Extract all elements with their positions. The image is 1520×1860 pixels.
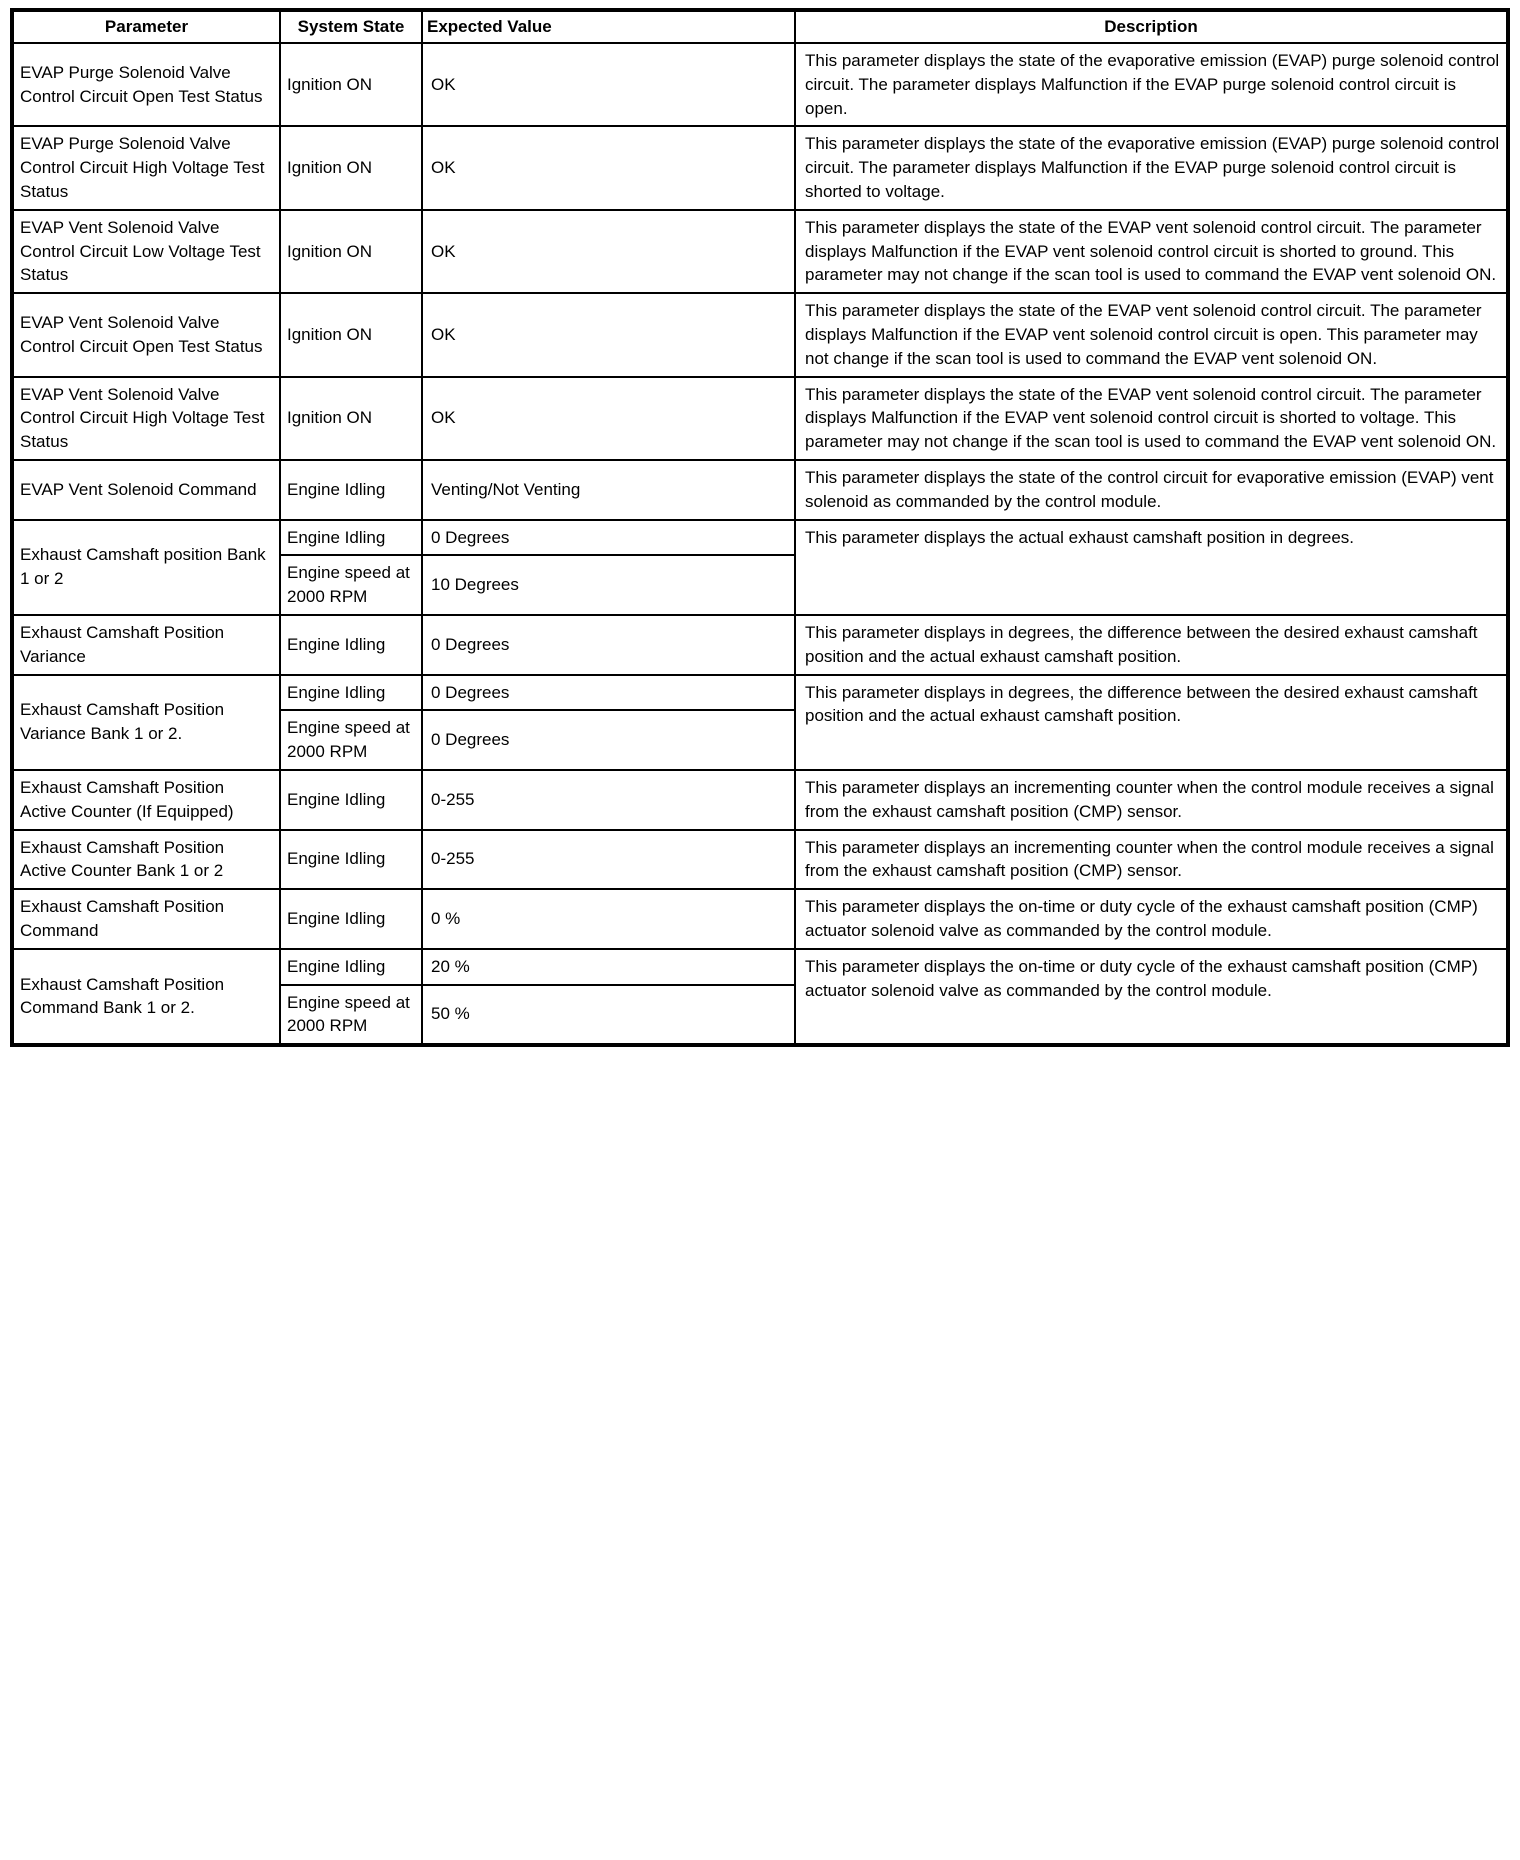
parameter-cell: Exhaust Camshaft Position Variance Bank 1 or 2. [12,675,280,770]
table-row [12,770,1508,830]
expected-value-cell: 50 % [422,985,795,1046]
system-state-cell: Ignition ON [280,293,422,376]
expected-value-cell: OK [422,126,795,209]
table-row [12,293,1508,376]
system-state-cell: Ignition ON [280,126,422,209]
expected-value-cell: OK [422,43,795,126]
expected-value-cell: 0 Degrees [422,615,795,675]
parameter-cell: Exhaust Camshaft position Bank 1 or 2 [12,520,280,615]
table-row [12,43,1508,126]
system-state-cell: Engine Idling [280,770,422,830]
system-state-cell: Engine Idling [280,675,422,711]
description-cell: This parameter displays the state of the EVAP vent solenoid control circuit. The parameter displays Malfunction if the EVAP vent solenoid control circuit is open. This parameter may not change if the scan tool is used to command the EVAP vent solenoid ON. [795,293,1508,376]
description-cell: This parameter displays the on-time or duty cycle of the exhaust camshaft position (CMP) actuator solenoid valve as commanded by the control module. [795,889,1508,949]
table-body [12,43,1508,1045]
expected-value-cell: 0 Degrees [422,710,795,770]
parameter-cell: EVAP Vent Solenoid Valve Control Circuit High Voltage Test Status [12,377,280,460]
system-state-cell: Ignition ON [280,377,422,460]
description-cell: This parameter displays an incrementing counter when the control module receives a signal from the exhaust camshaft position (CMP) sensor. [795,770,1508,830]
description-cell: This parameter displays the state of the EVAP vent solenoid control circuit. The parameter displays Malfunction if the EVAP vent solenoid control circuit is shorted to ground. This parameter may not change if the scan tool is used to command the EVAP vent solenoid ON. [795,210,1508,293]
scan-tool-parameter-table [10,8,1510,1047]
system-state-cell: Engine Idling [280,460,422,520]
column-header: Parameter [12,10,280,43]
parameter-cell: Exhaust Camshaft Position Command [12,889,280,949]
table-row [12,126,1508,209]
description-cell: This parameter displays the state of the control circuit for evaporative emission (EVAP) vent solenoid as commanded by the control module. [795,460,1508,520]
description-cell: This parameter displays in degrees, the difference between the desired exhaust camshaft position and the actual exhaust camshaft position. [795,615,1508,675]
expected-value-cell: 0 % [422,889,795,949]
system-state-cell: Engine Idling [280,830,422,890]
description-cell: This parameter displays an incrementing counter when the control module receives a signal from the exhaust camshaft position (CMP) sensor. [795,830,1508,890]
table-header-row [12,10,1508,43]
expected-value-cell: Venting/Not Venting [422,460,795,520]
description-cell: This parameter displays the state of the evaporative emission (EVAP) purge solenoid control circuit. The parameter displays Malfunction if the EVAP purge solenoid control circuit is open. [795,43,1508,126]
system-state-cell: Engine speed at 2000 RPM [280,985,422,1046]
description-cell: This parameter displays in degrees, the difference between the desired exhaust camshaft position and the actual exhaust camshaft position. [795,675,1508,770]
system-state-cell: Engine speed at 2000 RPM [280,555,422,615]
expected-value-cell: OK [422,293,795,376]
table-row [12,889,1508,949]
expected-value-cell: 0-255 [422,770,795,830]
parameter-cell: Exhaust Camshaft Position Active Counter (If Equipped) [12,770,280,830]
column-header: Expected Value [422,10,795,43]
parameter-cell: Exhaust Camshaft Position Active Counter Bank 1 or 2 [12,830,280,890]
column-header: System State [280,10,422,43]
parameter-cell: EVAP Vent Solenoid Command [12,460,280,520]
parameter-cell: EVAP Purge Solenoid Valve Control Circuit Open Test Status [12,43,280,126]
table-row [12,675,1508,711]
expected-value-cell: 0-255 [422,830,795,890]
system-state-cell: Engine Idling [280,615,422,675]
description-cell: This parameter displays the state of the EVAP vent solenoid control circuit. The parameter displays Malfunction if the EVAP vent solenoid control circuit is shorted to voltage. This parameter may not change if the scan tool is used to command the EVAP vent solenoid ON. [795,377,1508,460]
description-cell: This parameter displays the actual exhaust camshaft position in degrees. [795,520,1508,615]
table-row [12,520,1508,556]
system-state-cell: Engine Idling [280,520,422,556]
expected-value-cell: OK [422,377,795,460]
system-state-cell: Engine Idling [280,889,422,949]
parameter-cell: EVAP Purge Solenoid Valve Control Circuit High Voltage Test Status [12,126,280,209]
table-row [12,615,1508,675]
table-row [12,830,1508,890]
system-state-cell: Ignition ON [280,210,422,293]
expected-value-cell: 0 Degrees [422,675,795,711]
expected-value-cell: 20 % [422,949,795,985]
table-row [12,949,1508,985]
system-state-cell: Ignition ON [280,43,422,126]
system-state-cell: Engine Idling [280,949,422,985]
description-cell: This parameter displays the state of the evaporative emission (EVAP) purge solenoid control circuit. The parameter displays Malfunction if the EVAP purge solenoid control circuit is shorted to voltage. [795,126,1508,209]
parameter-cell: EVAP Vent Solenoid Valve Control Circuit Low Voltage Test Status [12,210,280,293]
expected-value-cell: OK [422,210,795,293]
expected-value-cell: 0 Degrees [422,520,795,556]
table-row [12,377,1508,460]
table-row [12,210,1508,293]
system-state-cell: Engine speed at 2000 RPM [280,710,422,770]
parameter-cell: Exhaust Camshaft Position Command Bank 1 or 2. [12,949,280,1045]
expected-value-cell: 10 Degrees [422,555,795,615]
description-cell: This parameter displays the on-time or duty cycle of the exhaust camshaft position (CMP) actuator solenoid valve as commanded by the control module. [795,949,1508,1045]
parameter-cell: Exhaust Camshaft Position Variance [12,615,280,675]
parameter-cell: EVAP Vent Solenoid Valve Control Circuit Open Test Status [12,293,280,376]
table-row [12,460,1508,520]
column-header: Description [795,10,1508,43]
